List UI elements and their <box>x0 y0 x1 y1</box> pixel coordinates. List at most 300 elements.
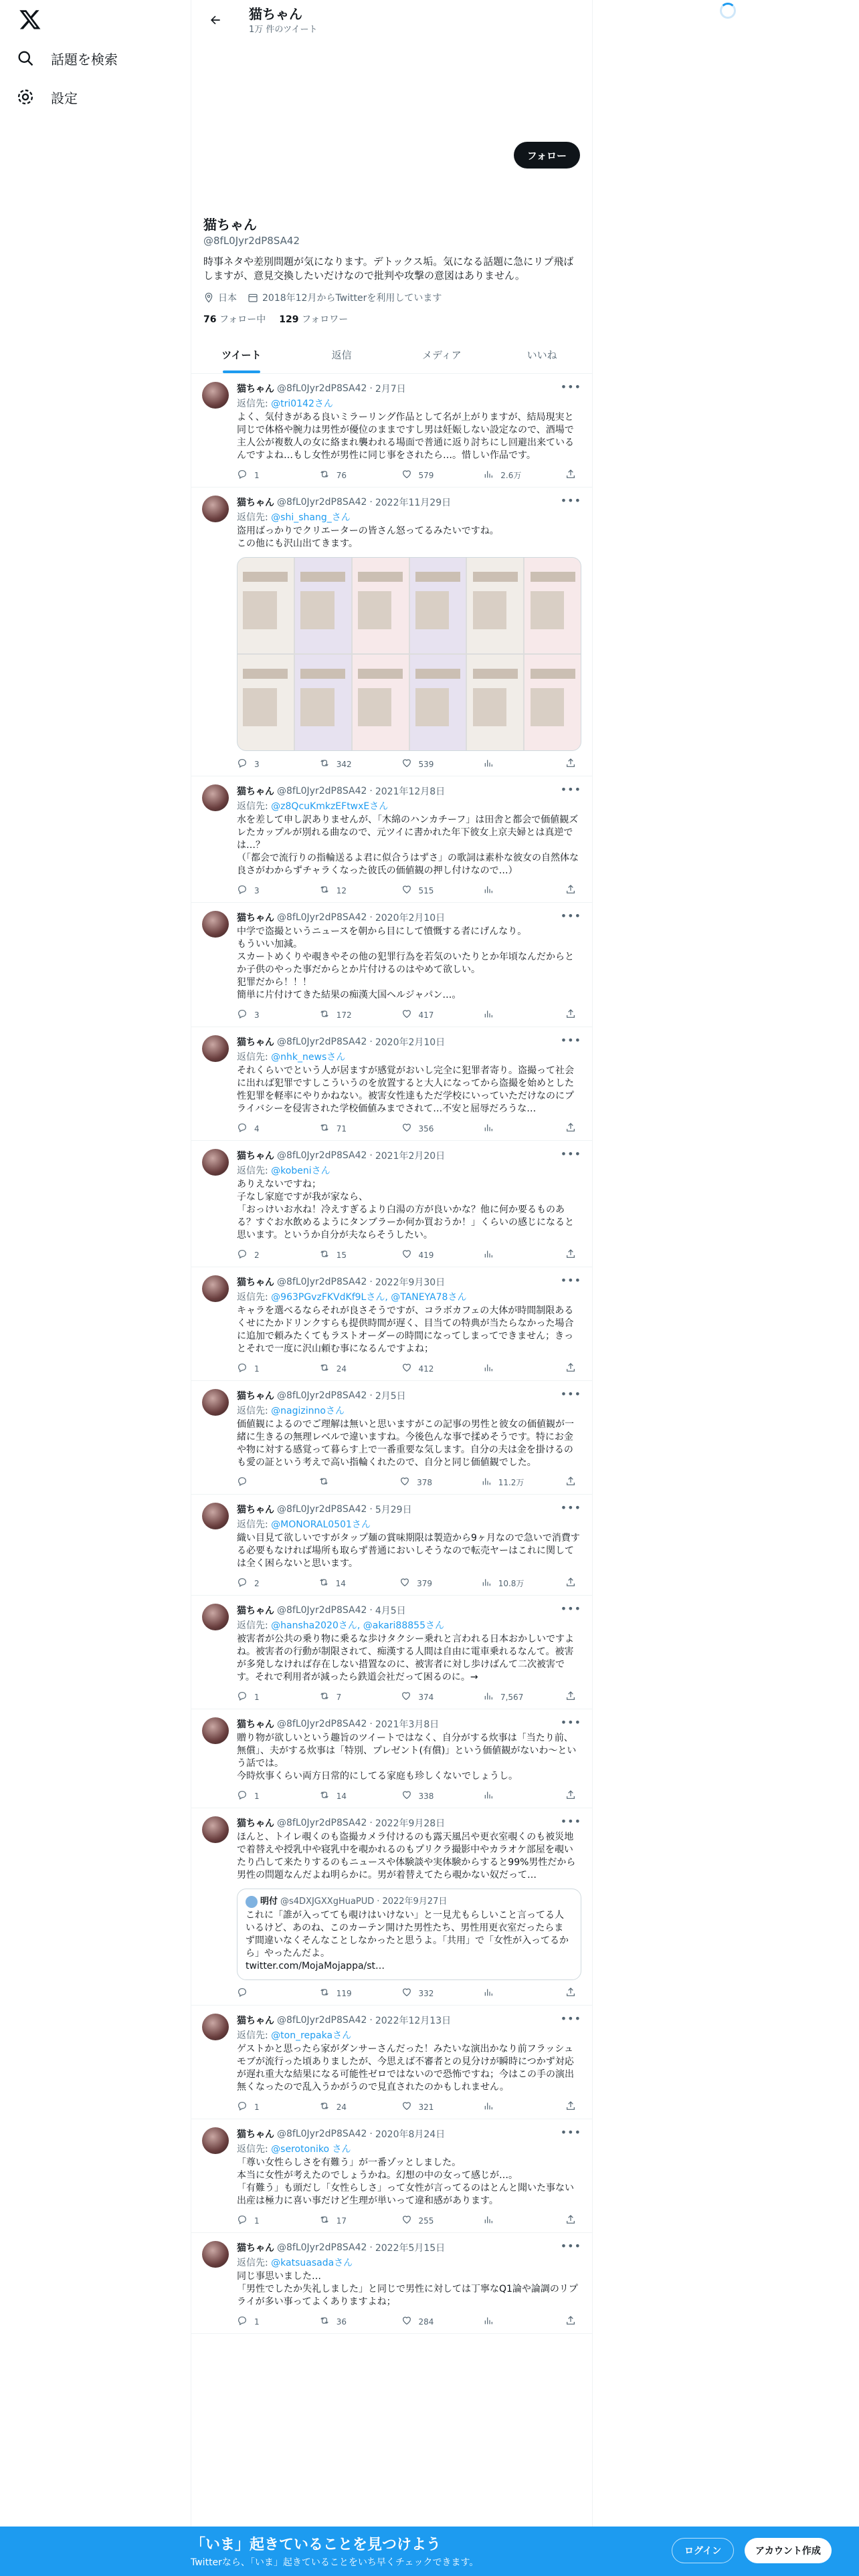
views-button[interactable] <box>483 1008 523 1021</box>
avatar[interactable] <box>202 2127 229 2154</box>
tweet-separator: · <box>369 912 373 923</box>
tweet-date[interactable]: 5月29日 <box>375 1505 412 1515</box>
avatar[interactable] <box>202 911 229 938</box>
avatar[interactable] <box>202 382 229 409</box>
header-tweet-count: 1万 件のツイート <box>249 24 318 35</box>
reply-icon <box>237 758 248 770</box>
tweet-author-handle[interactable]: @8fL0Jyr2dP8SA42 <box>277 1037 367 1047</box>
reply-to-link[interactable]: @z8QcuKmkzEFtwxEさん <box>271 801 389 812</box>
bar-chart-icon <box>483 469 494 481</box>
heart-icon <box>401 1249 412 1261</box>
tweet[interactable] <box>191 1808 592 2006</box>
like-button[interactable] <box>401 1362 442 1375</box>
tweet-author-handle[interactable]: @8fL0Jyr2dP8SA42 <box>277 912 367 923</box>
views-button[interactable] <box>483 1362 523 1375</box>
tweet-date[interactable]: 2020年8月24日 <box>375 2129 446 2140</box>
tweet-author-handle[interactable]: @8fL0Jyr2dP8SA42 <box>277 1719 367 1729</box>
tweet-actions <box>237 2214 581 2227</box>
tweet-date[interactable]: 4月5日 <box>375 1606 406 1616</box>
tweet[interactable] <box>191 2119 592 2233</box>
retweet-button[interactable] <box>319 1691 359 1703</box>
share-icon <box>565 884 576 897</box>
tweet-author-handle[interactable]: @8fL0Jyr2dP8SA42 <box>277 1390 367 1401</box>
retweet-count: 24 <box>336 1364 347 1374</box>
reply-to-link[interactable]: @nhk_newsさん <box>271 1052 346 1063</box>
signup-banner <box>0 2527 859 2576</box>
tweet-author-name[interactable]: 猫ちゃん <box>237 786 274 797</box>
tweet[interactable] <box>191 1027 592 1141</box>
tweet[interactable] <box>191 488 592 776</box>
reply-button[interactable] <box>237 1790 277 1802</box>
tweet[interactable] <box>191 1381 592 1495</box>
tweet-date[interactable]: 2022年12月13日 <box>375 2016 452 2026</box>
tweet[interactable] <box>191 1495 592 1596</box>
tweet-separator: · <box>369 383 373 394</box>
reply-to-link[interactable]: @nagizinnoさん <box>271 1406 345 1416</box>
like-button[interactable] <box>401 1790 442 1802</box>
bar-chart-icon <box>483 2315 494 2328</box>
tweet-author-name[interactable]: 猫ちゃん <box>237 2016 274 2026</box>
reply-to-label: 返信先: <box>237 512 268 523</box>
views-button[interactable] <box>483 758 523 770</box>
quote-author-name: 明付 <box>260 1897 278 1907</box>
tweet-text: ゲストかと思ったら家がダンサーさんだった！みたいな演出かなり前フラッシュモブが流行った頃ありましたが、今思えば不審者との見分けが瞬時につかず対応が遅れ重大な結果になる可能性ゼロではないので恐怖ですね；今はこの手の演出無くなったので乱入うかがうので見直されたのかもしれません。 <box>237 2044 574 2092</box>
view-count: 7,567 <box>500 1692 524 1702</box>
media-thumbnail[interactable] <box>524 655 581 750</box>
signup-button[interactable]: アカウント作成 <box>745 2538 832 2563</box>
like-count: 332 <box>418 1988 434 1998</box>
more-options-icon[interactable]: ••• <box>560 1388 581 1400</box>
like-button[interactable] <box>401 2214 442 2227</box>
avatar[interactable] <box>202 1275 229 1302</box>
more-options-icon[interactable]: ••• <box>560 494 581 507</box>
retweet-button[interactable] <box>319 884 359 897</box>
avatar[interactable] <box>202 1816 229 1843</box>
tweet-author-name[interactable]: 猫ちゃん <box>237 2243 274 2254</box>
reply-to-line <box>237 2142 581 2155</box>
tweet[interactable] <box>191 903 592 1027</box>
reply-button[interactable] <box>237 758 277 770</box>
reply-icon <box>237 469 248 481</box>
bar-chart-icon <box>483 1691 494 1703</box>
retweet-button[interactable] <box>319 469 359 481</box>
retweet-icon <box>319 2214 330 2227</box>
reply-button[interactable] <box>237 1691 277 1703</box>
views-button[interactable] <box>483 1790 523 1802</box>
tweet-date[interactable]: 2021年3月8日 <box>375 1719 440 1730</box>
views-button[interactable] <box>483 2315 523 2328</box>
retweet-button[interactable] <box>318 1476 359 1489</box>
tweet-separator: · <box>369 1150 373 1161</box>
tweet-actions <box>237 469 581 481</box>
share-button[interactable] <box>565 1790 579 1802</box>
share-button[interactable] <box>565 1987 579 2000</box>
share-button[interactable] <box>565 1476 579 1489</box>
followers-link[interactable] <box>279 312 348 326</box>
tweet-author-handle[interactable]: @8fL0Jyr2dP8SA42 <box>277 2242 367 2253</box>
reply-to-link[interactable]: @shi_shang_さん <box>271 512 351 523</box>
share-button[interactable] <box>565 1362 579 1375</box>
share-button[interactable] <box>565 884 579 897</box>
bar-chart-icon <box>483 1790 494 1802</box>
tweet-author-handle[interactable]: @8fL0Jyr2dP8SA42 <box>277 383 367 394</box>
reply-count: 3 <box>254 885 260 895</box>
retweet-icon <box>318 1476 329 1489</box>
tweet-separator: · <box>369 1277 373 1287</box>
retweet-count: 36 <box>336 2317 347 2327</box>
more-options-icon[interactable]: ••• <box>560 381 581 393</box>
back-arrow-icon[interactable] <box>203 8 227 32</box>
media-thumbnail[interactable] <box>467 558 523 653</box>
like-button[interactable] <box>399 1476 440 1489</box>
retweet-button[interactable] <box>319 758 359 770</box>
like-button[interactable] <box>401 1008 442 1021</box>
follow-button[interactable]: フォロー <box>514 142 580 169</box>
tweet-author-handle[interactable]: @8fL0Jyr2dP8SA42 <box>277 497 367 508</box>
tweet-date[interactable]: 2022年5月15日 <box>375 2243 446 2254</box>
views-button[interactable] <box>483 2101 523 2113</box>
tweet-author-handle[interactable]: @8fL0Jyr2dP8SA42 <box>277 786 367 796</box>
share-button[interactable] <box>565 1249 579 1261</box>
reply-to-label: 返信先: <box>237 2258 268 2268</box>
retweet-button[interactable] <box>319 1362 359 1375</box>
quote-avatar <box>246 1896 258 1908</box>
reply-icon <box>237 2101 248 2113</box>
heart-icon <box>401 469 412 481</box>
reply-to-link[interactable]: @ton_repakaさん <box>271 2030 352 2041</box>
tweet-date[interactable]: 2022年9月28日 <box>375 1818 446 1829</box>
tweet-separator: · <box>369 497 373 508</box>
tweet-author-name[interactable]: 猫ちゃん <box>237 1606 274 1616</box>
reply-button[interactable] <box>237 884 277 897</box>
avatar[interactable] <box>202 2241 229 2268</box>
retweet-button[interactable] <box>319 2214 359 2227</box>
avatar[interactable] <box>202 784 229 811</box>
tweet[interactable] <box>191 1709 592 1808</box>
reply-button[interactable] <box>237 2315 277 2328</box>
like-count: 374 <box>418 1692 434 1702</box>
profile-handle: @8fL0Jyr2dP8SA42 <box>203 235 300 247</box>
like-button[interactable] <box>401 469 442 481</box>
tweet-date[interactable]: 2020年2月10日 <box>375 913 446 924</box>
retweet-button[interactable] <box>319 1987 359 2000</box>
share-button[interactable] <box>565 1691 579 1703</box>
reply-button[interactable] <box>237 1122 277 1135</box>
profile-joined <box>248 291 442 304</box>
reply-count: 1 <box>254 1692 260 1702</box>
x-logo-icon[interactable] <box>19 8 45 35</box>
share-button[interactable] <box>565 758 579 770</box>
tweet-author-handle[interactable]: @8fL0Jyr2dP8SA42 <box>277 1150 367 1161</box>
avatar[interactable] <box>202 2014 229 2040</box>
retweet-icon <box>319 1691 330 1703</box>
retweet-icon <box>319 469 330 481</box>
more-options-icon[interactable]: ••• <box>560 1815 581 1828</box>
left-nav <box>0 0 191 2576</box>
reply-to-label: 返信先: <box>237 2030 268 2041</box>
retweet-count: 71 <box>336 1123 347 1134</box>
tab-media[interactable]: メディア <box>421 349 462 361</box>
views-button[interactable] <box>483 469 523 481</box>
tweet-text: 同じ事思いました… 「男性でしたか失礼しました」と同じで男性に対しては丁寧なQ1論や論調のリプライが多い事ってよくありますよね； <box>237 2271 578 2307</box>
heart-icon <box>401 2315 412 2328</box>
views-button[interactable] <box>483 884 523 897</box>
bar-chart-icon <box>483 1008 494 1021</box>
share-icon <box>565 1577 576 1590</box>
signup-banner-title: 「いま」起きていることを見つけよう <box>191 2537 442 2553</box>
login-button[interactable]: ログイン <box>672 2538 734 2563</box>
tweet-actions <box>237 1476 581 1489</box>
reply-button[interactable] <box>237 1249 277 1261</box>
tweet-separator: · <box>369 1504 373 1515</box>
tweet-author-name[interactable]: 猫ちゃん <box>237 1505 274 1515</box>
tweet[interactable] <box>191 1596 592 1709</box>
like-button[interactable] <box>401 1249 442 1261</box>
tweet-text: 価値観によるのでご理解は無いと思いますがこの記事の男性と彼女の価値観が一緒に生きるの無理レベルで違いますね。今後色んな事で揉めそうです。特にお金や物に対する感覚って暮らす上で一番重要な気します。自分の夫は金を掛けるのも愛の証という考えで高い指輪くれたので、自分と同じ価値観でした。 <box>237 1419 574 1468</box>
more-options-icon[interactable]: ••• <box>560 2012 581 2025</box>
tweet-separator: · <box>369 786 373 796</box>
avatar[interactable] <box>202 496 229 522</box>
tab-likes[interactable]: いいね <box>527 349 557 361</box>
views-button[interactable] <box>483 1249 523 1261</box>
media-thumbnail[interactable] <box>410 558 466 653</box>
gear-icon <box>16 88 35 106</box>
tweet-date[interactable]: 2月7日 <box>375 384 406 395</box>
bar-chart-icon <box>483 758 494 770</box>
like-button[interactable] <box>399 1577 440 1590</box>
tweet-separator: · <box>369 2015 373 2026</box>
like-count: 412 <box>418 1364 434 1374</box>
signup-banner-subtitle: Twitterなら、「いま」起きていることをいち早くチェックできます。 <box>191 2557 479 2568</box>
tweet[interactable] <box>191 1267 592 1381</box>
tweet-actions <box>237 1790 581 1802</box>
tweet[interactable] <box>191 374 592 488</box>
views-button[interactable] <box>483 1691 523 1703</box>
bar-chart-icon <box>483 1122 494 1135</box>
share-button[interactable] <box>565 469 579 481</box>
like-count: 539 <box>418 759 434 769</box>
tweet[interactable] <box>191 776 592 903</box>
tweet-date[interactable]: 2022年9月30日 <box>375 1277 446 1288</box>
reply-button[interactable] <box>237 469 277 481</box>
reply-count: 2 <box>254 1578 260 1588</box>
avatar[interactable] <box>202 1717 229 1744</box>
tweet-author-name[interactable]: 猫ちゃん <box>237 1151 274 1162</box>
media-thumbnail[interactable] <box>410 655 466 750</box>
reply-to-label: 返信先: <box>237 399 268 409</box>
following-link[interactable] <box>203 312 266 326</box>
quoted-tweet[interactable] <box>237 1889 581 1980</box>
like-button[interactable] <box>401 1691 441 1703</box>
reply-to-link[interactable]: @963PGvzFKVdKf9Lさん, @TANEYA78さん <box>271 1292 467 1303</box>
heart-icon <box>401 1122 412 1135</box>
tweet-date[interactable]: 2021年12月8日 <box>375 786 446 797</box>
media-thumbnail[interactable] <box>467 655 523 750</box>
reply-to-line <box>237 397 581 410</box>
tweet-date[interactable]: 2月5日 <box>375 1391 406 1402</box>
retweet-button[interactable] <box>319 1790 359 1802</box>
media-thumbnail[interactable] <box>524 558 581 653</box>
retweet-button[interactable] <box>319 2101 359 2113</box>
media-thumbnail[interactable] <box>353 558 409 653</box>
views-button[interactable] <box>483 1987 523 2000</box>
tweet-author-name[interactable]: 猫ちゃん <box>237 498 274 508</box>
more-options-icon[interactable]: ••• <box>560 909 581 922</box>
reply-button[interactable] <box>237 1476 277 1489</box>
share-icon <box>565 2214 576 2227</box>
retweet-icon <box>318 1577 329 1590</box>
share-icon <box>565 1008 576 1021</box>
tweet-author-handle[interactable]: @8fL0Jyr2dP8SA42 <box>277 1504 367 1515</box>
media-thumbnail[interactable] <box>353 655 409 750</box>
heart-icon <box>399 1577 410 1590</box>
heart-icon <box>401 2101 412 2113</box>
tweet-author-handle[interactable]: @8fL0Jyr2dP8SA42 <box>277 1818 367 1828</box>
tweet-author-name[interactable]: 猫ちゃん <box>237 913 274 924</box>
tweet-actions <box>237 1577 581 1590</box>
heart-icon <box>401 2214 412 2227</box>
tweet-author-handle[interactable]: @8fL0Jyr2dP8SA42 <box>277 1605 367 1616</box>
avatar[interactable] <box>202 1389 229 1416</box>
more-options-icon[interactable]: ••• <box>560 1034 581 1047</box>
heart-icon <box>401 1008 412 1021</box>
calendar-icon <box>248 292 258 303</box>
more-options-icon[interactable]: ••• <box>560 1148 581 1160</box>
views-button[interactable] <box>481 1476 524 1489</box>
reply-to-link[interactable]: @hansha2020さん, @akari88855さん <box>271 1620 444 1631</box>
retweet-icon <box>319 884 330 897</box>
retweet-count: 172 <box>336 1010 352 1020</box>
reply-button[interactable] <box>237 2214 277 2227</box>
share-button[interactable] <box>565 2315 579 2328</box>
retweet-button[interactable] <box>318 1577 359 1590</box>
reply-to-label: 返信先: <box>237 1166 268 1176</box>
share-button[interactable] <box>565 2214 579 2227</box>
retweet-button[interactable] <box>319 1249 359 1261</box>
avatar[interactable] <box>202 1503 229 1529</box>
like-button[interactable] <box>401 2315 442 2328</box>
tweet-date[interactable]: 2022年11月29日 <box>375 498 452 508</box>
reply-to-link[interactable]: @kobeniさん <box>271 1166 330 1176</box>
retweet-button[interactable] <box>319 1008 359 1021</box>
like-button[interactable] <box>401 1122 442 1135</box>
more-options-icon[interactable]: ••• <box>560 1501 581 1514</box>
tweet[interactable] <box>191 2233 592 2334</box>
tweet-date[interactable]: 2020年2月10日 <box>375 1037 446 1048</box>
like-button[interactable] <box>401 2101 442 2113</box>
reply-to-line <box>237 1050 581 1063</box>
nav-settings[interactable] <box>16 80 78 114</box>
tweet-author-name[interactable]: 猫ちゃん <box>237 2129 274 2140</box>
retweet-button[interactable] <box>319 2315 359 2328</box>
tab-tweets[interactable]: ツイート <box>191 338 292 373</box>
reply-to-label: 返信先: <box>237 1519 268 1530</box>
share-icon <box>565 1362 576 1375</box>
like-button[interactable] <box>401 758 442 770</box>
tweet[interactable] <box>191 2006 592 2119</box>
tweet-media-grid[interactable] <box>237 557 581 751</box>
tweet-separator: · <box>369 1719 373 1729</box>
reply-to-line <box>237 2256 581 2269</box>
reply-icon <box>237 884 248 897</box>
views-button[interactable] <box>483 2214 523 2227</box>
views-button[interactable] <box>481 1577 524 1590</box>
more-options-icon[interactable]: ••• <box>560 1274 581 1287</box>
reply-to-line <box>237 1404 581 1417</box>
tweet-text: キャラを選べるならそれが良さそうですが、コラボカフェの大体が時間制限あるくせにたかドリンクすらも提供時間が遅く、目当ての特典が当たらなかった場合に追加で頼みたくてもラストオーダーの時間になってしまってできません；きっとそれで一度に沢山頼む事になるんですよね； <box>237 1305 574 1354</box>
media-thumbnail[interactable] <box>237 655 294 750</box>
avatar[interactable] <box>202 1035 229 1062</box>
like-button[interactable] <box>401 884 442 897</box>
avatar[interactable] <box>202 1149 229 1176</box>
tweet-text: 贈り物が欲しいという趣旨のツイートではなく、自分がする炊事は「当たり前、無償」、夫がする炊事は「特別、プレゼント(有償)」という価値観がないわ〜という話では。 今時炊事くらい両方日常的にしてる家庭も珍しくないでしょうし。 <box>237 1733 577 1782</box>
share-button[interactable] <box>565 1577 579 1590</box>
profile-location <box>203 291 237 304</box>
like-button[interactable] <box>401 1987 442 2000</box>
reply-button[interactable] <box>237 2101 277 2113</box>
reply-button[interactable] <box>237 1008 277 1021</box>
more-options-icon[interactable]: ••• <box>560 2126 581 2139</box>
reply-to-link[interactable]: @katsuasadaさん <box>271 2258 353 2268</box>
views-button[interactable] <box>483 1122 523 1135</box>
tab-replies[interactable]: 返信 <box>331 349 352 361</box>
tweet-author-name[interactable]: 猫ちゃん <box>237 1277 274 1288</box>
tweet-author-handle[interactable]: @8fL0Jyr2dP8SA42 <box>277 2129 367 2139</box>
nav-settings-label: 設定 <box>51 90 78 106</box>
more-options-icon[interactable]: ••• <box>560 1602 581 1615</box>
tweet-separator: · <box>369 2129 373 2139</box>
share-button[interactable] <box>565 1008 579 1021</box>
tweet[interactable] <box>191 1141 592 1267</box>
more-options-icon[interactable]: ••• <box>560 783 581 796</box>
tweet-author-name[interactable]: 猫ちゃん <box>237 1818 274 1829</box>
reply-to-link[interactable]: @tri0142さん <box>271 399 333 409</box>
more-options-icon[interactable]: ••• <box>560 2240 581 2252</box>
tweet-author-handle[interactable]: @8fL0Jyr2dP8SA42 <box>277 1277 367 1287</box>
tweet-author-name[interactable]: 猫ちゃん <box>237 384 274 395</box>
reply-to-link[interactable]: @MONORAL0501さん <box>271 1519 371 1530</box>
tweet-text: 被害者が公共の乗り物に乗るな歩けタクシー乗れと言われる日本おかしいですよね。被害者の行動が制限されて、痴漢する人間は自由に電車乗れるなんて。被害が多発しなければ存在しない措置なのに、被害者に対し歩けばんて二次被害です。それで利用者が減ったら鉄道会社だって困るのに。→ <box>237 1634 574 1683</box>
tweet-author-handle[interactable]: @8fL0Jyr2dP8SA42 <box>277 2015 367 2026</box>
tweet-author-name[interactable]: 猫ちゃん <box>237 1719 274 1730</box>
heart-icon <box>401 884 412 897</box>
share-icon <box>565 1691 576 1703</box>
tweet-date[interactable]: 2021年2月20日 <box>375 1151 446 1162</box>
reply-button[interactable] <box>237 1987 277 2000</box>
media-thumbnail[interactable] <box>237 558 294 653</box>
tweet-actions <box>237 1122 581 1135</box>
bar-chart-icon <box>483 2214 494 2227</box>
reply-button[interactable] <box>237 1362 277 1375</box>
tweet-separator: · <box>369 2242 373 2253</box>
reply-to-link[interactable]: @serotoniko さん <box>271 2144 351 2155</box>
tweet-author-name[interactable]: 猫ちゃん <box>237 1391 274 1402</box>
nav-explore[interactable] <box>16 41 118 75</box>
retweet-icon <box>319 1987 330 2000</box>
tweet-actions <box>237 1249 581 1261</box>
media-thumbnail[interactable] <box>295 558 351 653</box>
avatar[interactable] <box>202 1604 229 1630</box>
tweet-author-name[interactable]: 猫ちゃん <box>237 1037 274 1048</box>
media-thumbnail[interactable] <box>295 655 351 750</box>
reply-button[interactable] <box>237 1577 277 1590</box>
share-button[interactable] <box>565 1122 579 1135</box>
share-button[interactable] <box>565 2101 579 2113</box>
bar-chart-icon <box>483 884 494 897</box>
retweet-button[interactable] <box>319 1122 359 1135</box>
more-options-icon[interactable]: ••• <box>560 1716 581 1729</box>
retweet-icon <box>319 2315 330 2328</box>
